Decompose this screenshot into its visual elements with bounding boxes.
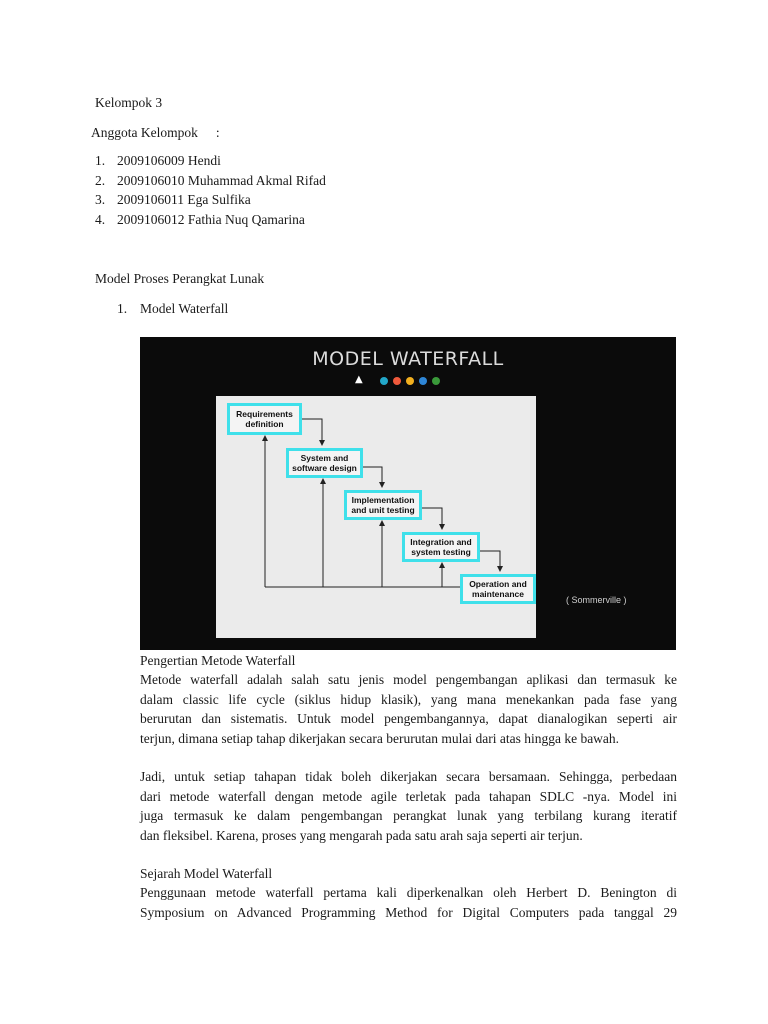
list-item: 1. 2009106009 Hendi bbox=[95, 153, 221, 168]
arrow-down bbox=[302, 419, 322, 445]
list-item: 2. 2009106010 Muhammad Akmal Rifad bbox=[95, 172, 326, 188]
section-item-num: 1. bbox=[117, 301, 128, 316]
waterfall-figure bbox=[140, 337, 676, 650]
dot-icon bbox=[406, 377, 414, 385]
figure-title: MODEL WATERFALL bbox=[312, 348, 504, 370]
definition-paragraph-1: Metode waterfall adalah salah satu jenis model pengembangan aplikasi dan termasuk ke dalam classic life cycle (siklus hidup klasik), yang mana menekankan pada fase yang berurutan dan sistematis. Untuk model pengembangannya, dapat dianalogikan seperti air terjun, dimana setiap tahap dikerjakan secara berurutan mulai dari atas hingga ke bawah. bbox=[140, 672, 677, 746]
list-item: 4. 2009106012 Fathia Nuq Qamarina bbox=[95, 211, 305, 227]
members-label-text: Anggota Kelompok bbox=[91, 125, 198, 140]
step-requirements: Requirements definition bbox=[227, 403, 302, 435]
section-item bbox=[117, 299, 228, 319]
dot-icon bbox=[432, 377, 440, 385]
arrow-down bbox=[363, 467, 382, 487]
step-integration: Integration and system testing bbox=[402, 532, 480, 562]
figure-credit: ( Sommerville ) bbox=[566, 595, 627, 605]
history-paragraph-1: Penggunaan metode waterfall pertama kali diperkenalkan oleh Herbert D. Benington di Symposium on Advanced Programming Method for Digital Computers pada tanggal 29 bbox=[140, 885, 677, 920]
definition-paragraph-2: Jadi, untuk setiap tahapan tidak boleh dikerjakan secara bersamaan. Sehingga, perbedaan dari metode waterfall dengan metode agile terletak pada tahapan SDLC -nya. Model ini juga termasuk ke dalam pengembangan perangkat lunak yang terbilang kurang iteratif dan fleksibel. Karena, proses yang mengarah pada satu arah saja seperti air terjun. bbox=[140, 769, 677, 843]
dot-icon bbox=[380, 377, 388, 385]
color-dots bbox=[380, 377, 440, 385]
section-item-text: Model Waterfall bbox=[140, 301, 229, 316]
diagram-panel bbox=[216, 396, 536, 638]
list-item: 3. 2009106011 Ega Sulfika bbox=[95, 192, 251, 207]
history-heading: Sejarah Model Waterfall bbox=[140, 866, 273, 881]
dot-icon bbox=[393, 377, 401, 385]
definition-heading: Pengertian Metode Waterfall bbox=[140, 653, 296, 668]
section-title: Model Proses Perangkat Lunak bbox=[95, 271, 265, 286]
group-title: Kelompok 3 bbox=[95, 95, 163, 110]
step-design: System and software design bbox=[286, 448, 363, 478]
step-implementation: Implementation and unit testing bbox=[344, 490, 422, 520]
arrow-down bbox=[480, 551, 500, 571]
dot-icon bbox=[419, 377, 427, 385]
members-label-colon: : bbox=[215, 125, 220, 140]
members-list bbox=[95, 151, 326, 229]
step-operation: Operation and maintenance bbox=[460, 574, 536, 604]
arrow-down bbox=[422, 508, 442, 529]
mouse-cursor-icon: ▲ bbox=[355, 374, 363, 385]
members-label bbox=[91, 123, 220, 143]
